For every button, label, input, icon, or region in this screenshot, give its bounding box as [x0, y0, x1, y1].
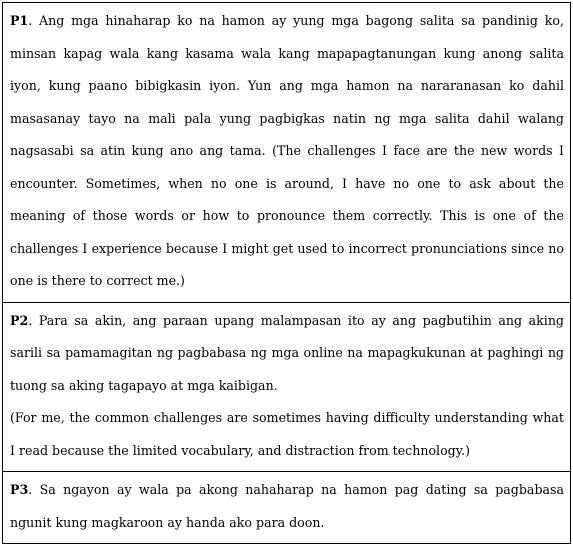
participant-label: P1 [10, 13, 29, 28]
response-translation: (For me, the common challenges are sometimes having difficulty understanding what I read because the limited vocabulary, and distraction from technology.) [10, 410, 564, 458]
table-row [3, 3, 571, 303]
table-cell-p3 [3, 472, 571, 544]
response-paragraph [10, 474, 564, 539]
response-text: . Ang mga hinaharap ko na hamon ay yung mga bagong salita sa pandinig ko, minsan kapag wala kang kasama wala kang mapapagtanungan kung anong salita iyon, kung paano bibigkasin iyon. Yun ang mga hamon na nararanasan ko dahil masasanay tayo na mali pala yung pagbigkas natin ng mga salita dahil walang nagsasabi sa atin kung ano ang tama. (The challenges I face are the new words I encounter. Sometimes, when no one is around, I have no one to ask about the meaning of those words or how to pronounce them correctly. This is one of the challenges I experience because I might get used to incorrect pronunciations since no one is there to correct me.) [10, 13, 564, 288]
response-paragraph [10, 305, 564, 403]
table-cell-p1 [3, 3, 571, 303]
response-text: . Para sa akin, ang paraan upang malampasan ito ay ang pagbutihin ang aking sarili sa pamamagitan ng pagbabasa ng mga online na mapagkukunan at paghingi ng tuong sa aking tagapayo at mga kaibigan. [10, 312, 564, 393]
response-paragraph [10, 5, 564, 298]
participant-label: P2 [10, 312, 29, 328]
participant-label: P3 [10, 482, 29, 497]
participant-responses-table [2, 2, 571, 544]
response-text: . Sa ngayon ay wala pa akong nahaharap na hamon pag dating sa pagbabasa ngunit kung magkaroon ay handa ako para doon. [10, 482, 564, 530]
table-row [3, 472, 571, 544]
table-cell-p2 [3, 302, 571, 472]
table-row [3, 302, 571, 472]
